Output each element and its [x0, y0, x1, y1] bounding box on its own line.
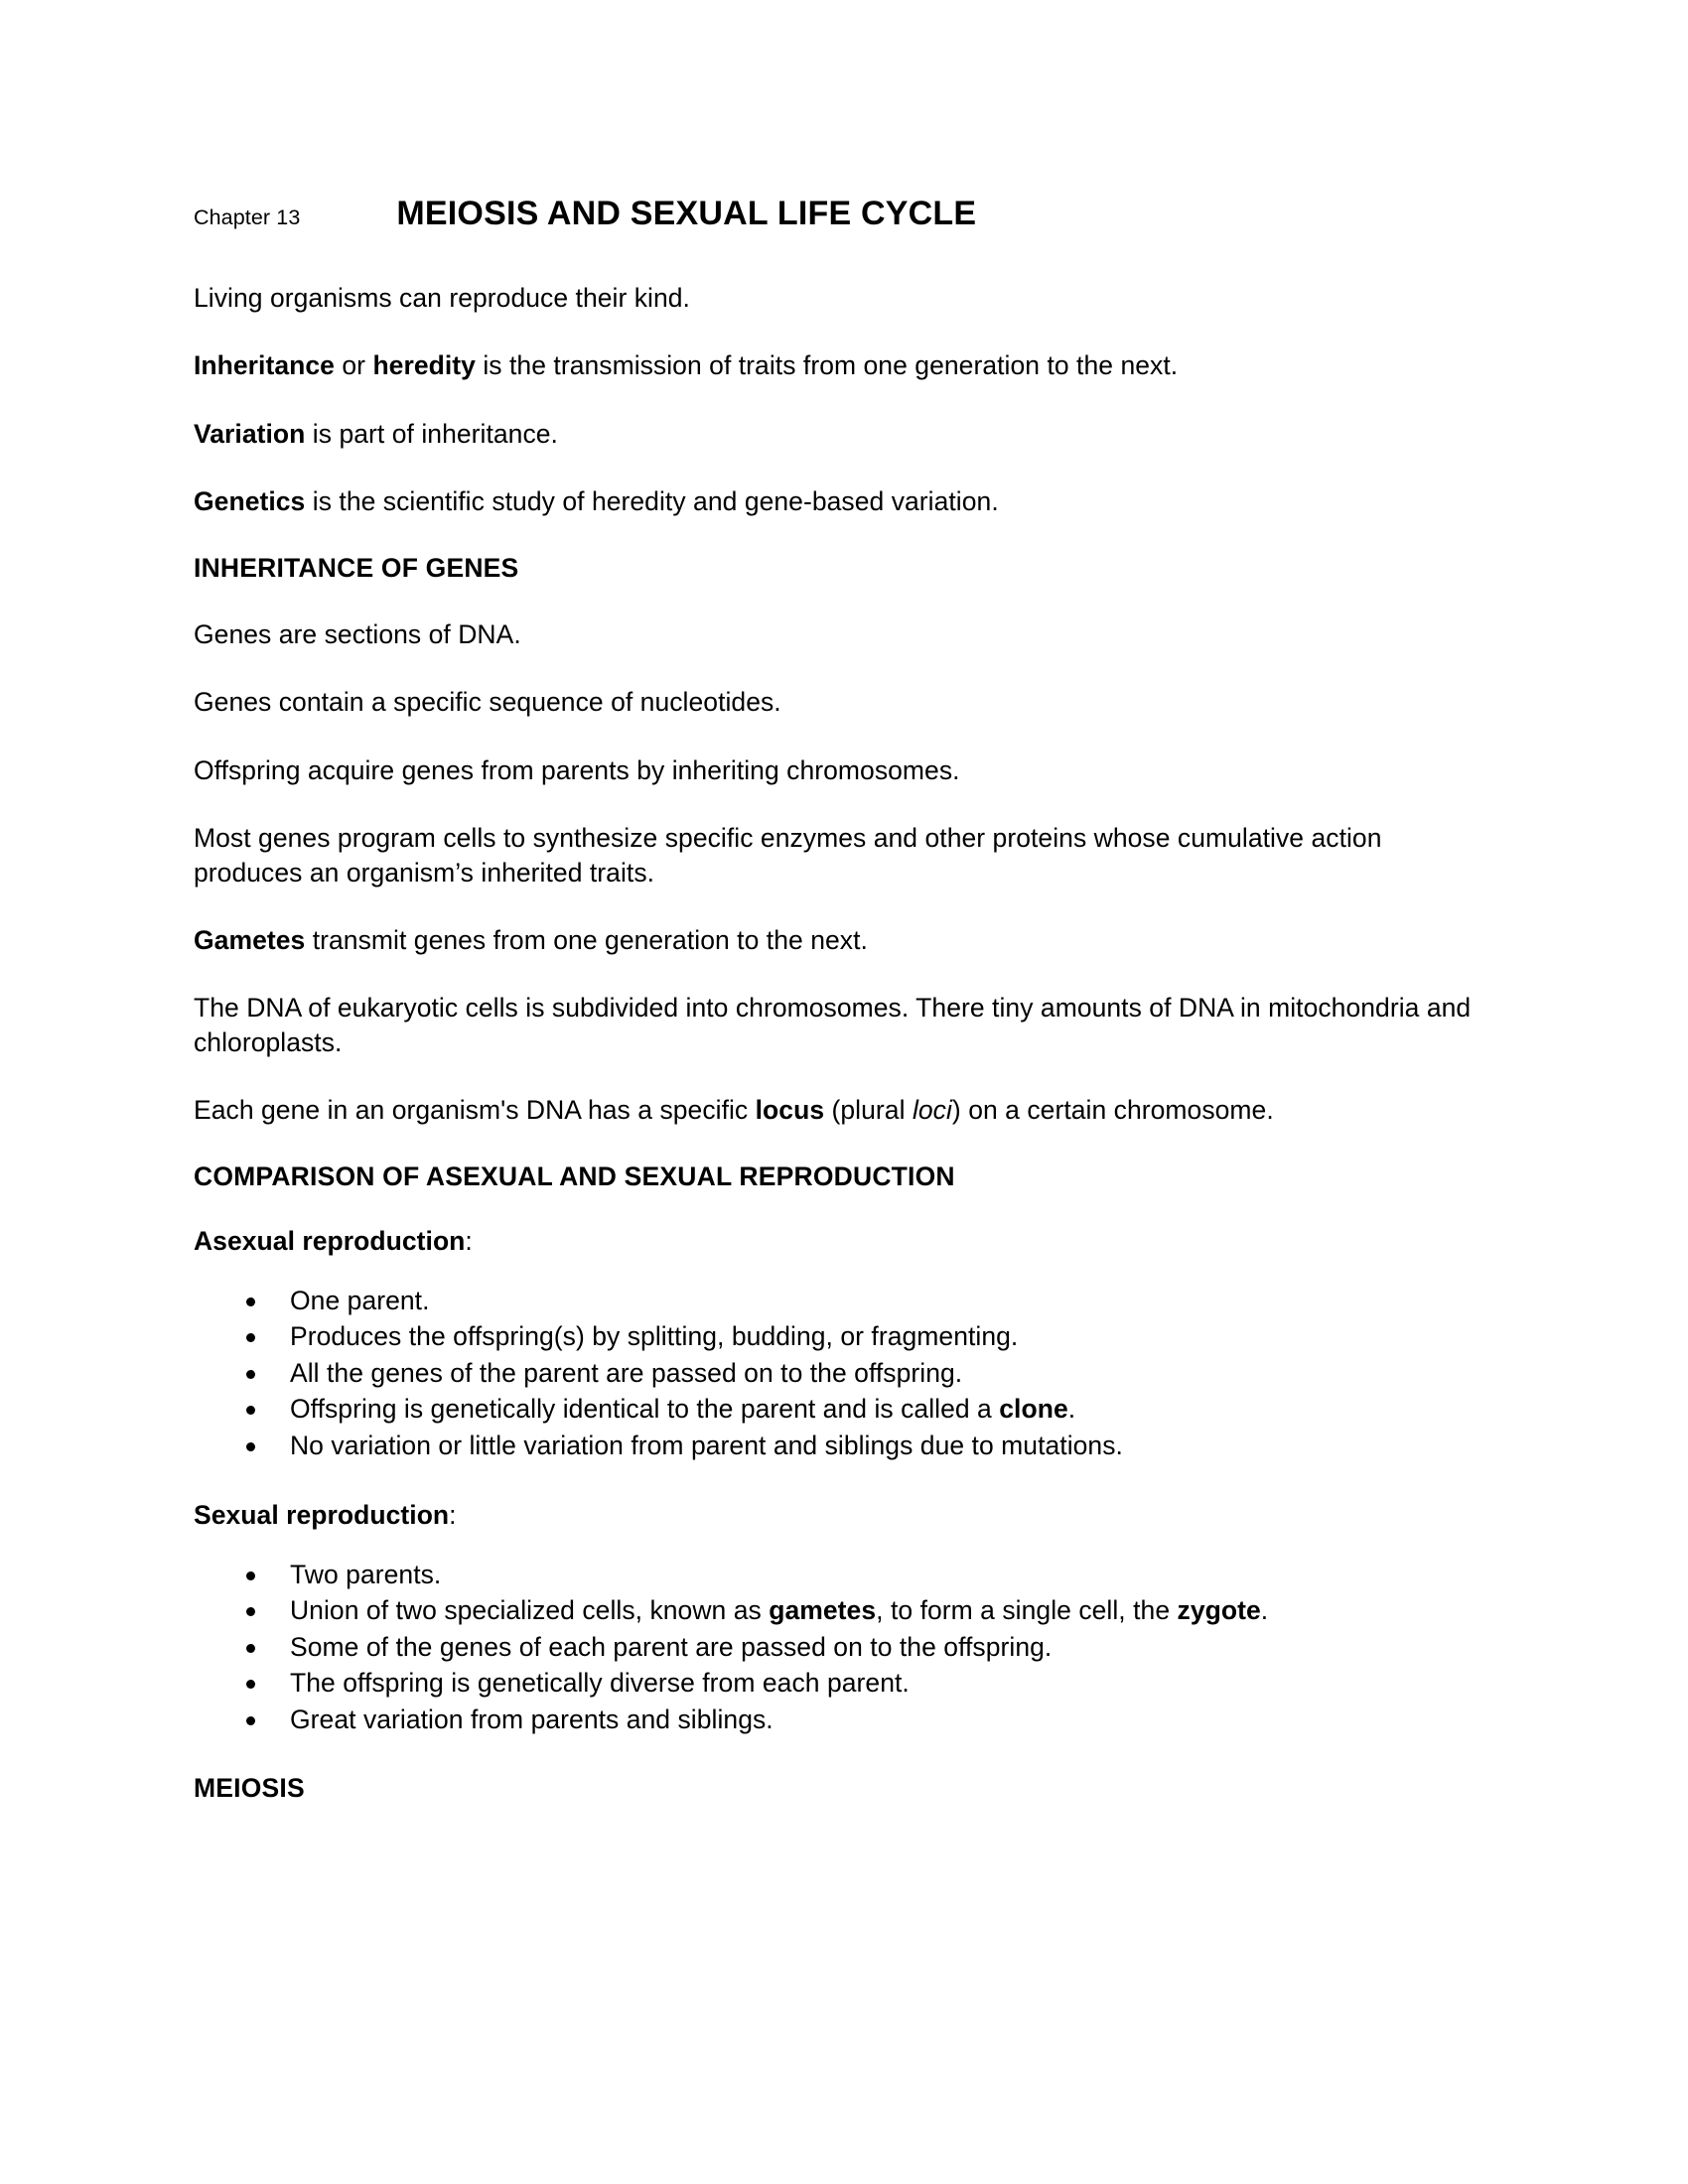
section-heading-meiosis: MEIOSIS	[194, 1773, 305, 1804]
intro-paragraph-2-text: is the transmission of traits from one generation to the next.	[475, 350, 1179, 381]
inheritance-paragraph-4: Most genes program cells to synthesize specific enzymes and other proteins whose cumulative action produces an organism’s inherited traits.	[194, 823, 1382, 887]
intro-paragraph-3-text: is part of inheritance.	[305, 418, 558, 449]
inheritance-paragraph-7-mid: (plural	[824, 1095, 913, 1126]
inheritance-paragraph-1: Genes are sections of DNA.	[194, 618, 521, 649]
intro-paragraph-4-text: is the scientific study of heredity and gene-based variation.	[305, 486, 999, 517]
section-heading-inheritance-of-genes: INHERITANCE OF GENES	[194, 552, 519, 583]
term-loci: loci	[912, 1095, 952, 1126]
subheading-asexual-reproduction	[194, 1226, 1475, 1257]
inheritance-paragraph-2: Genes contain a specific sequence of nucleotides.	[194, 687, 781, 718]
inheritance-paragraph-7-pre: Each gene in an organism's DNA has a specific	[194, 1095, 756, 1126]
inheritance-paragraph-7-post: ) on a certain chromosome.	[951, 1095, 1274, 1126]
list-item	[194, 1592, 1475, 1629]
inheritance-paragraph-7	[194, 1093, 1475, 1127]
subheading-sexual-reproduction-label: Sexual reproduction	[194, 1499, 450, 1530]
list-item: The offspring is genetically diverse from each parent.	[194, 1665, 1475, 1702]
term-locus: locus	[755, 1095, 825, 1126]
inheritance-paragraph-5	[194, 923, 1475, 957]
inheritance-paragraph-3: Offspring acquire genes from parents by inheriting chromosomes.	[194, 754, 960, 785]
intro-paragraph-1: Living organisms can reproduce their kind.	[194, 283, 690, 313]
intro-paragraph-4	[194, 484, 1475, 518]
intro-paragraph-2-conjunction: or	[334, 350, 373, 381]
list-item: Two parents.	[194, 1557, 1475, 1593]
term-genetics: Genetics	[194, 486, 306, 517]
term-heredity: heredity	[372, 350, 476, 381]
term-clone: clone	[999, 1394, 1068, 1425]
list-item: All the genes of the parent are passed on to the offspring.	[194, 1355, 1475, 1392]
inheritance-paragraph-6: The DNA of eukaryotic cells is subdivided into chromosomes. There tiny amounts of DNA in mitochondria and chloroplasts.	[194, 993, 1472, 1057]
document-header	[194, 195, 1475, 233]
term-zygote: zygote	[1177, 1595, 1261, 1626]
subheading-asexual-reproduction-colon: :	[465, 1225, 473, 1256]
subheading-sexual-reproduction	[194, 1500, 1475, 1531]
document-content	[194, 195, 1475, 1838]
subheading-sexual-reproduction-colon: :	[449, 1499, 457, 1530]
list-item-pre: Offspring is genetically identical to the parent and is called a	[290, 1394, 1000, 1425]
subheading-asexual-reproduction-label: Asexual reproduction	[194, 1225, 466, 1256]
sexual-reproduction-list	[194, 1557, 1475, 1738]
chapter-label: Chapter 13	[194, 205, 301, 229]
list-item-post: .	[1067, 1394, 1076, 1425]
term-variation: Variation	[194, 418, 306, 449]
list-item: Some of the genes of each parent are passed on to the offspring.	[194, 1629, 1475, 1666]
term-gametes-inline: gametes	[769, 1595, 877, 1626]
list-item: One parent.	[194, 1283, 1475, 1319]
list-item-pre: Union of two specialized cells, known as	[290, 1595, 770, 1626]
intro-paragraph-3	[194, 417, 1475, 451]
list-item: Great variation from parents and siblings.	[194, 1702, 1475, 1738]
list-item-mid: , to form a single cell, the	[876, 1595, 1178, 1626]
list-item-post: .	[1260, 1595, 1269, 1626]
intro-paragraph-2	[194, 348, 1475, 382]
asexual-reproduction-list	[194, 1283, 1475, 1464]
section-heading-comparison: COMPARISON OF ASEXUAL AND SEXUAL REPRODUCTION	[194, 1160, 955, 1191]
list-item	[194, 1391, 1475, 1428]
term-gametes: Gametes	[194, 924, 306, 955]
list-item: Produces the offspring(s) by splitting, budding, or fragmenting.	[194, 1318, 1475, 1355]
inheritance-paragraph-5-text: transmit genes from one generation to the next.	[305, 924, 868, 955]
term-inheritance: Inheritance	[194, 350, 335, 381]
list-item: No variation or little variation from parent and siblings due to mutations.	[194, 1428, 1475, 1464]
page-title: MEIOSIS AND SEXUAL LIFE CYCLE	[396, 195, 977, 232]
